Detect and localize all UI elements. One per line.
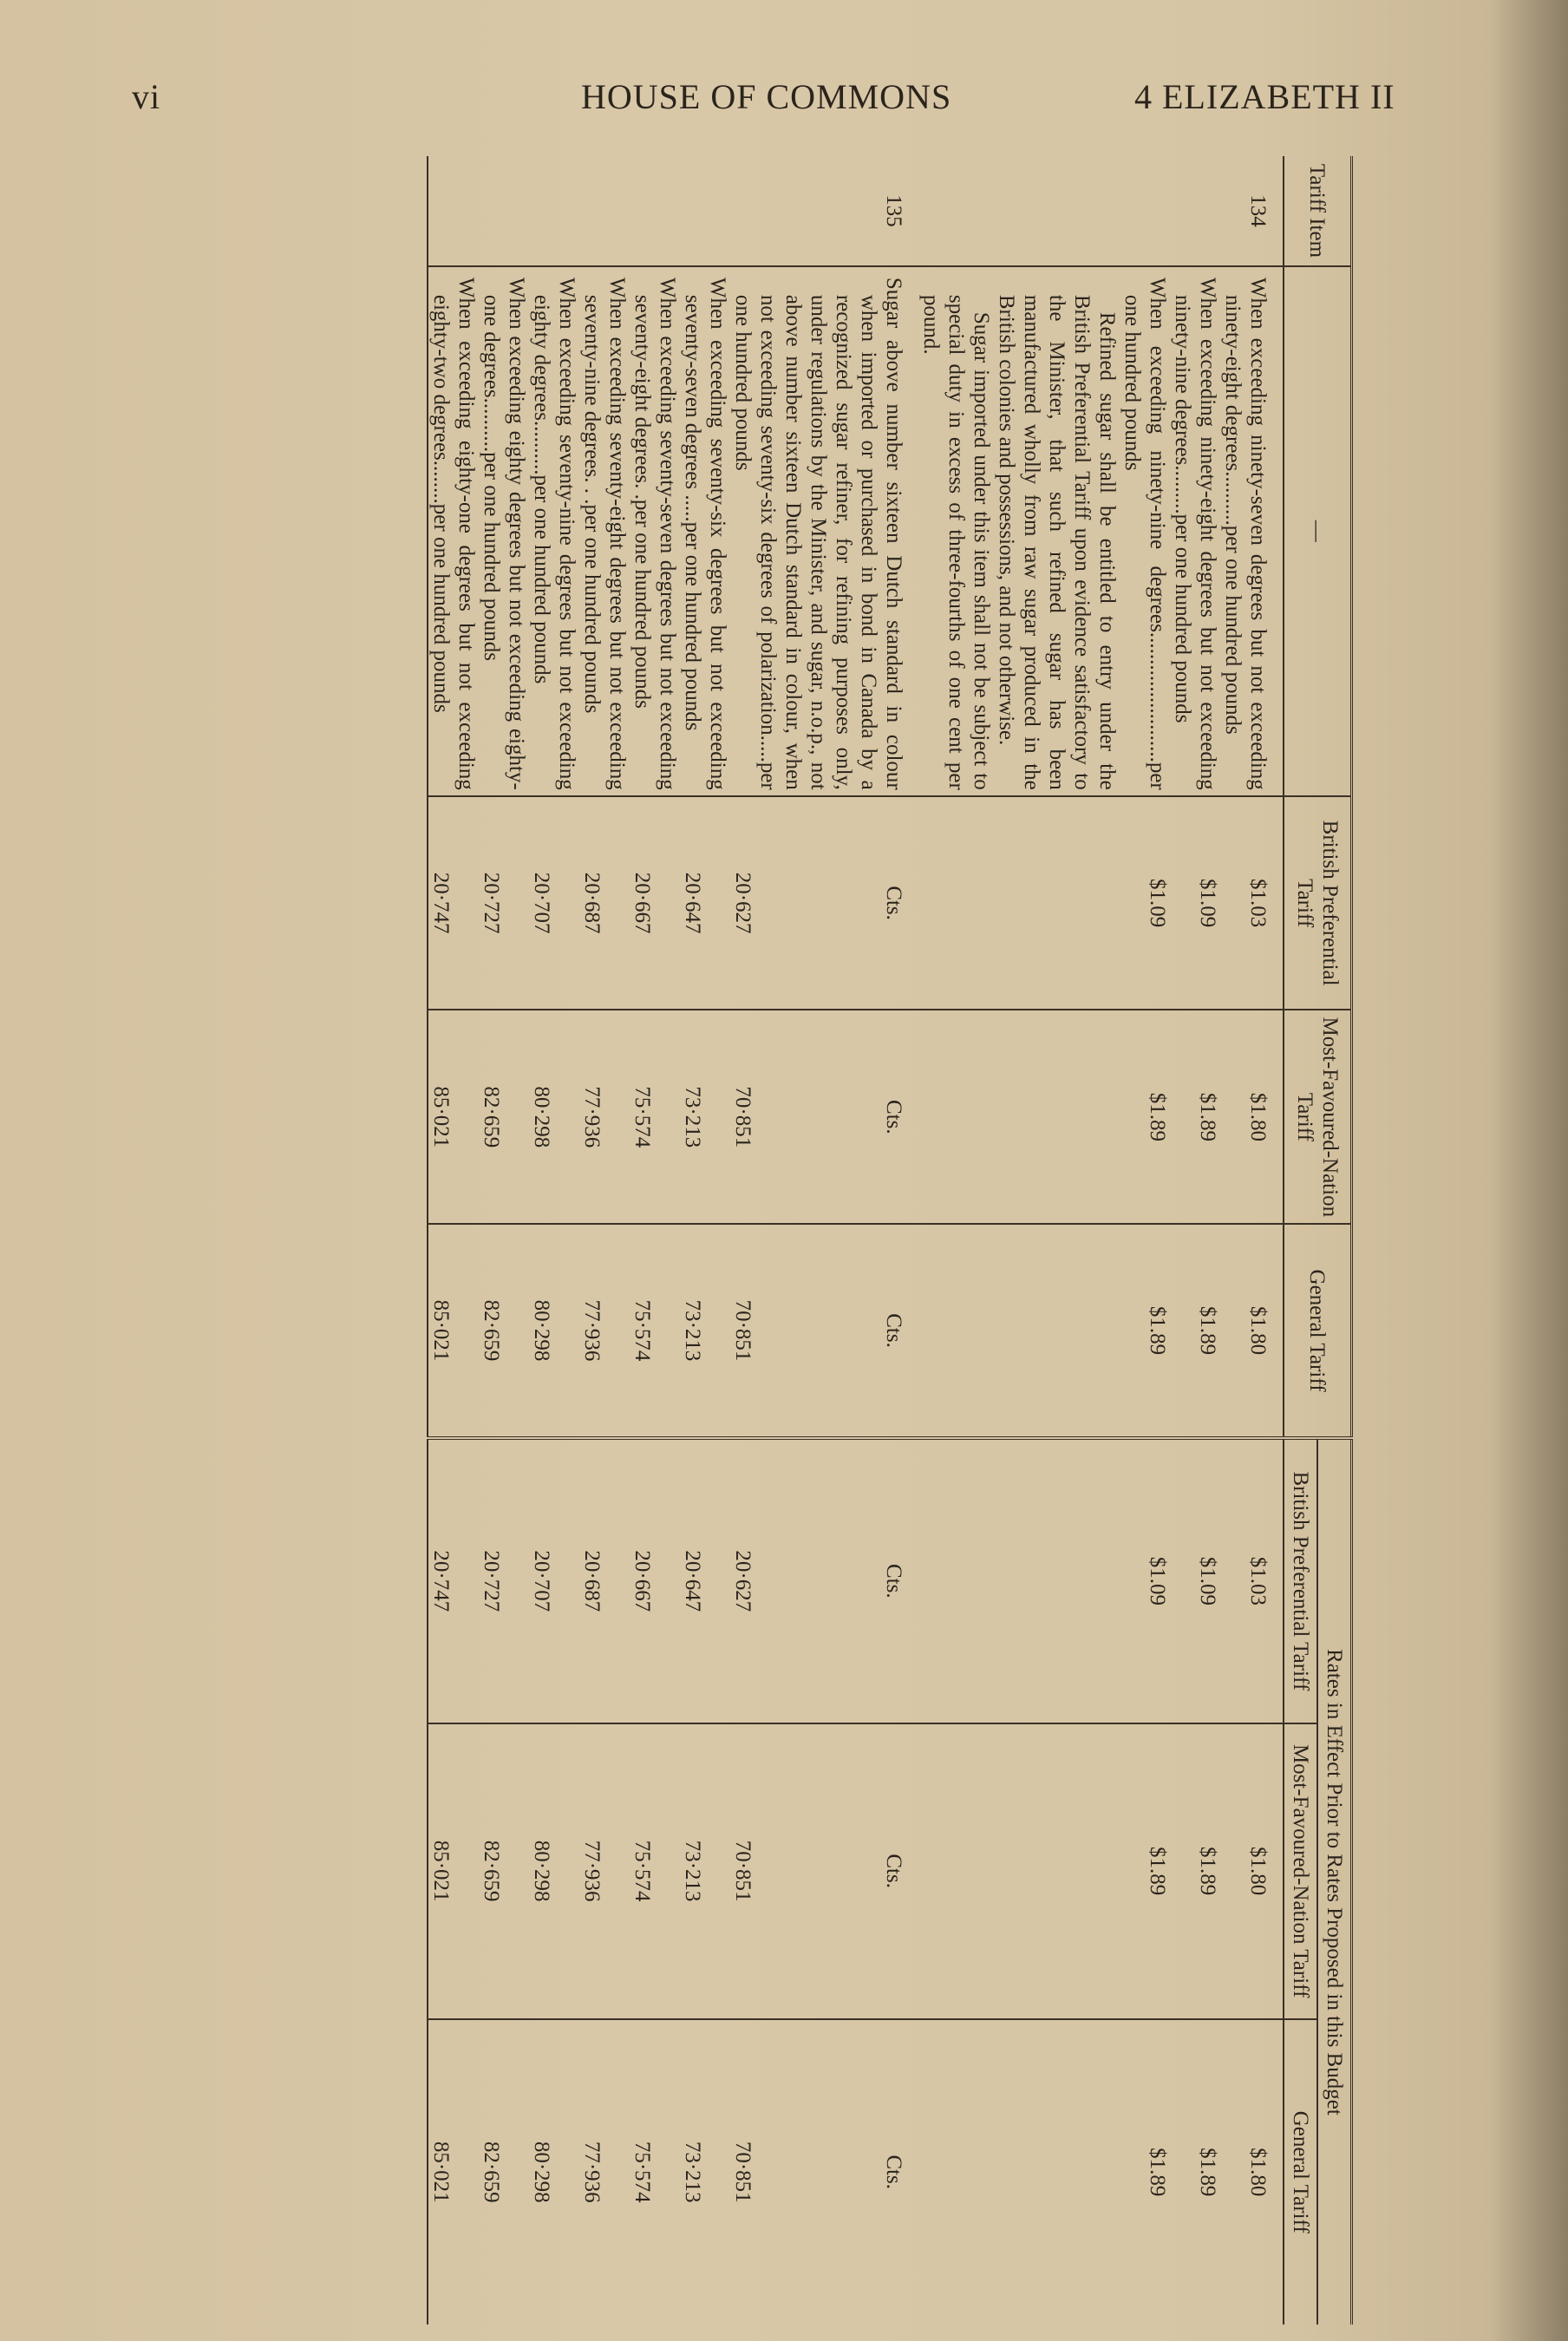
item-description-line: When exceeding eighty degrees but not exceeding eighty-one degrees..........per one hundred pounds — [480, 277, 528, 790]
rate-cell: 80·298 — [529, 1010, 579, 1224]
table-row — [630, 156, 680, 2325]
rate-cell: 20·667 — [630, 1438, 680, 1723]
col-header-prior-mfn: Most-Favoured-Nation Tariff — [1284, 1723, 1317, 2019]
rate-cell: 75·574 — [630, 1010, 680, 1224]
page-title: HOUSE OF COMMONS — [581, 77, 952, 116]
table-row — [428, 156, 479, 2325]
table-row — [918, 156, 1120, 2325]
unit-cell: Cts. — [819, 1723, 907, 2019]
rate-cell: 20·747 — [428, 796, 479, 1010]
table-row — [529, 156, 579, 2325]
item-note: Sugar imported under this item shall not be subject to special duty in excess of three-fourths of one cent per pound. — [919, 294, 993, 790]
rate-cell: 82·659 — [479, 1224, 529, 1438]
rate-cell: 85·021 — [428, 2019, 479, 2325]
rate-cell: 20·687 — [579, 1438, 630, 1723]
rate-cell: $1.80 — [1220, 1010, 1271, 1224]
rate-cell: 20·707 — [529, 1438, 579, 1723]
rate-cell: 20·727 — [479, 796, 529, 1010]
rate-cell: 82·659 — [479, 1723, 529, 2019]
table-row — [819, 156, 907, 2325]
rate-cell: $1.80 — [1220, 2019, 1271, 2325]
col-header-prior-general: General Tariff — [1284, 2019, 1317, 2325]
col-header-tariff-item: Tariff Item — [1284, 156, 1352, 266]
col-header-description: — — [1284, 266, 1352, 796]
rate-cell: 77·936 — [579, 1723, 630, 2019]
rate-cell: 80·298 — [529, 2019, 579, 2325]
rate-cell: $1.09 — [1120, 1438, 1170, 1723]
rate-cell: 70·851 — [730, 1010, 819, 1224]
rate-cell: $1.89 — [1170, 1224, 1220, 1438]
rate-cell: 70·851 — [730, 1723, 819, 2019]
item-description-line: When exceeding seventy-nine degrees but not exceeding eighty degrees..........per one hundred pounds — [530, 277, 578, 790]
rate-cell: 20·627 — [730, 1438, 819, 1723]
rate-cell: 75·574 — [630, 2019, 680, 2325]
table-row — [1170, 156, 1220, 2325]
table-row — [1120, 156, 1170, 2325]
rate-cell: 20·627 — [730, 796, 819, 1010]
rate-cell: $1.89 — [1170, 1010, 1220, 1224]
rate-cell: 75·574 — [630, 1723, 680, 2019]
rate-cell: 85·021 — [428, 1723, 479, 2019]
rate-cell: 80·298 — [529, 1723, 579, 2019]
session-label: 4 ELIZABETH II — [1134, 77, 1395, 116]
item-description-line: When exceeding ninety-eight degrees but not exceeding ninety-nine degrees.........per one hundred pounds — [1171, 277, 1219, 790]
rate-cell: $1.80 — [1220, 1723, 1271, 2019]
rate-cell: $1.09 — [1120, 796, 1170, 1010]
item-description-line: Sugar above number sixteen Dutch standard in colour when imported or purchased in bond in Canada by a recognized sugar refiner, for refining purposes only, under regulations by the Minister, and sugar, n.o.p., not above number sixteen Dutch standard in colour, when not exceeding seventy-six degrees of polarization.....per one hundred pounds — [731, 277, 905, 790]
rate-cell: 77·936 — [579, 2019, 630, 2325]
rate-cell: 20·747 — [428, 1438, 479, 1723]
rate-cell: $1.89 — [1120, 1224, 1170, 1438]
unit-cell: Cts. — [819, 1438, 907, 1723]
rate-cell: $1.03 — [1220, 1438, 1271, 1723]
rate-cell: 70·851 — [730, 2019, 819, 2325]
unit-cell: Cts. — [819, 1010, 907, 1224]
rate-cell: $1.09 — [1170, 796, 1220, 1010]
rate-cell: 77·936 — [579, 1010, 630, 1224]
rate-cell: $1.09 — [1170, 1438, 1220, 1723]
rate-cell: 20·667 — [630, 796, 680, 1010]
item-note: Refined sugar shall be entitled to entry under the British Preferential Tariff upon evidence satisfactory to the Minister, that such refined sugar has been manufactured wholly from raw sugar produced in the British colonies and possessions, and not otherwise. — [995, 294, 1119, 790]
rate-cell: 70·851 — [730, 1224, 819, 1438]
col-header-prior-bpt: British Preferential Tariff — [1284, 1438, 1317, 1723]
rate-cell: 85·021 — [428, 1224, 479, 1438]
item-description-line: When exceeding eighty-one degrees but not exceeding eighty-two degrees........per one hundred pounds — [429, 277, 478, 790]
page-number: vi — [132, 77, 161, 116]
item-description-line: When exceeding seventy-six degrees but not exceeding seventy-seven degrees .....per one hundred pounds — [681, 277, 729, 790]
rate-cell: 20·707 — [529, 796, 579, 1010]
rate-cell: 73·213 — [680, 1010, 730, 1224]
col-header-mfn: Most-Favoured-Nation Tariff — [1284, 1010, 1352, 1224]
rate-cell: 80·298 — [529, 1224, 579, 1438]
col-header-bpt: British Preferential Tariff — [1284, 796, 1352, 1010]
rate-cell: $1.89 — [1120, 1723, 1170, 2019]
rate-cell: 20·647 — [680, 1438, 730, 1723]
rate-cell: 85·021 — [428, 1010, 479, 1224]
rate-cell: 77·936 — [579, 1224, 630, 1438]
table-row — [680, 156, 730, 2325]
rate-cell: 75·574 — [630, 1224, 680, 1438]
item-description-line: When exceeding ninety-nine degrees........................per one hundred pounds — [1120, 277, 1169, 790]
col-header-general: General Tariff — [1284, 1224, 1352, 1438]
unit-cell: Cts. — [819, 2019, 907, 2325]
item-description-line: When exceeding seventy-eight degrees but not exceeding seventy-nine degrees. . .per one hundred pounds — [580, 277, 629, 790]
rate-cell: $1.80 — [1220, 1224, 1271, 1438]
rate-cell: 73·213 — [680, 1723, 730, 2019]
table-row — [579, 156, 630, 2325]
unit-cell: Cts. — [819, 1224, 907, 1438]
rate-cell: $1.89 — [1120, 2019, 1170, 2325]
col-header-prior-rates-group: Rates in Effect Prior to Rates Proposed in this Budget — [1317, 1438, 1352, 2325]
tariff-item-number: 135 — [882, 194, 905, 227]
rate-cell: $1.03 — [1220, 796, 1271, 1010]
rate-cell: 73·213 — [680, 1224, 730, 1438]
item-description-line: When exceeding ninety-seven degrees but not exceeding ninety-eight degrees..........per one hundred pounds — [1221, 277, 1270, 790]
item-description-line: When exceeding seventy-seven degrees but not exceeding seventy-eight degrees. .per one hundred pounds — [630, 277, 679, 790]
rate-cell: $1.89 — [1120, 1010, 1170, 1224]
rate-cell: $1.89 — [1170, 1723, 1220, 2019]
rate-cell: 20·727 — [479, 1438, 529, 1723]
rotated-tariff-table-wrapper — [173, 156, 1353, 2325]
table-row — [1220, 156, 1271, 2325]
table-row — [479, 156, 529, 2325]
tariff-table — [427, 156, 1353, 2325]
rate-cell: 82·659 — [479, 1010, 529, 1224]
rate-cell: 73·213 — [680, 2019, 730, 2325]
unit-cell: Cts. — [819, 796, 907, 1010]
rate-cell: 20·647 — [680, 796, 730, 1010]
rate-cell: 82·659 — [479, 2019, 529, 2325]
rate-cell: $1.89 — [1170, 2019, 1220, 2325]
rate-cell: 20·687 — [579, 796, 630, 1010]
tariff-item-number: 134 — [1246, 194, 1270, 227]
